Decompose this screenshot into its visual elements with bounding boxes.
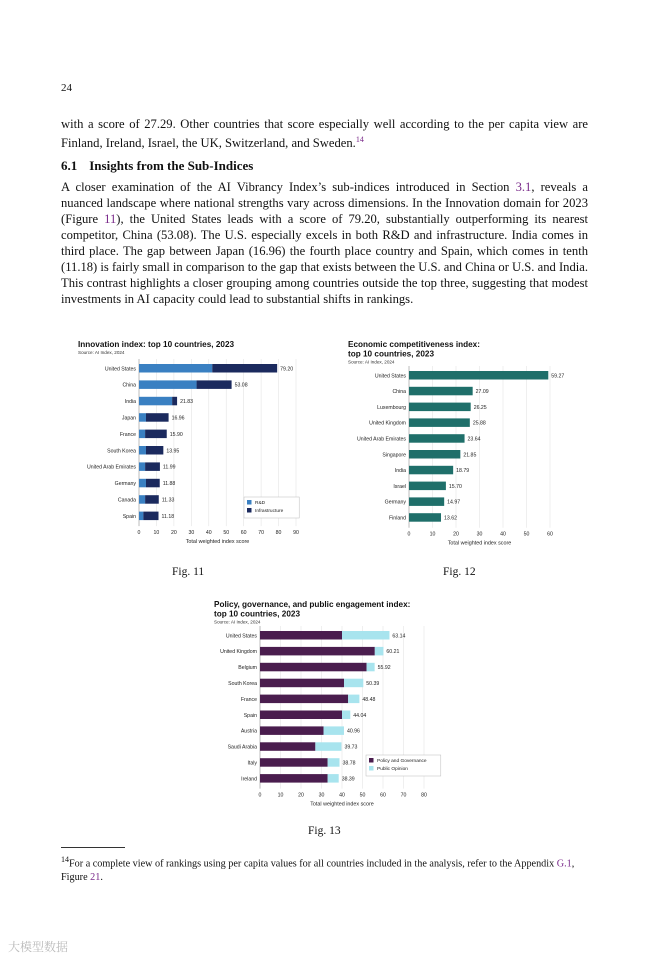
footnote-rule	[61, 847, 125, 848]
bar-china-r-d	[139, 380, 197, 389]
figure-13-caption: Fig. 13	[308, 825, 341, 837]
category-label-germany: Germany	[384, 499, 406, 506]
policy-governance-chart	[212, 598, 442, 810]
economic-competitiveness-chart	[346, 338, 576, 558]
category-label-south-korea: South Korea	[107, 448, 136, 455]
bar-luxembourg	[409, 403, 471, 412]
x-tick-label: 20	[298, 792, 304, 799]
bar-ireland-public-opinion	[328, 774, 339, 783]
bar-italy-policy-and-governance	[260, 758, 328, 767]
bar-singapore	[409, 450, 460, 459]
x-tick-label: 70	[400, 792, 407, 799]
bar-china	[409, 387, 473, 396]
category-label-united-states: United States	[225, 633, 257, 640]
category-label-china: China	[392, 389, 406, 396]
data-label-singapore: 21.85	[463, 452, 477, 459]
category-label-spain: Spain	[122, 513, 136, 520]
bar-south-korea-r-d	[139, 446, 146, 455]
bar-india-infrastructure	[172, 397, 177, 406]
category-label-germany: Germany	[114, 481, 136, 488]
chart-title: top 10 countries, 2023	[214, 609, 301, 619]
x-tick-label: 10	[277, 792, 284, 799]
x-tick-label: 0	[137, 530, 141, 537]
chart-title: Policy, governance, and public engagement index:	[214, 600, 411, 609]
data-label-united-states: 63.14	[392, 633, 406, 640]
x-tick-label: 50	[223, 530, 230, 537]
data-label-united-kingdom: 60.21	[386, 649, 400, 656]
data-label-united-arab-emirates: 23.64	[467, 436, 481, 443]
x-tick-label: 0	[407, 531, 411, 538]
chart-source: Source: AI Index, 2024	[78, 350, 125, 355]
paragraph-intro: with a score of 27.29. Other countries that score especially well according to the per capita view are Finland, Ireland, Israel, the UK, Switzerland, and Sweden.$^{14}$	[61, 117, 588, 151]
bar-china-infrastructure	[197, 380, 232, 389]
bar-united-states	[409, 371, 548, 380]
data-label-saudi-arabia: 39.73	[344, 744, 358, 751]
section-heading: 6.1 Insights from the Sub-Indices	[61, 158, 254, 173]
category-label-ireland: Ireland	[241, 776, 257, 783]
data-label-france: 15.90	[169, 431, 183, 438]
bar-south-korea-infrastructure	[146, 446, 163, 455]
category-label-india: India	[124, 399, 136, 406]
bar-france-r-d	[139, 430, 145, 439]
category-label-finland: Finland	[388, 515, 406, 522]
category-label-belgium: Belgium	[238, 665, 257, 672]
x-tick-label: 30	[318, 792, 325, 799]
data-label-spain: 11.18	[161, 513, 175, 520]
category-label-united-arab-emirates: United Arab Emirates	[356, 436, 406, 443]
bar-france-policy-and-governance	[260, 695, 348, 704]
data-label-austria: 40.96	[346, 728, 360, 735]
data-label-france: 48.48	[362, 696, 376, 703]
data-label-spain: 44.04	[353, 712, 367, 719]
bar-spain-public-opinion	[342, 711, 350, 720]
x-tick-label: 40	[500, 531, 506, 538]
bar-united-states-r-d	[139, 364, 212, 373]
legend-label-infrastructure: Infrastructure	[255, 509, 284, 515]
x-tick-label: 10	[153, 530, 160, 537]
data-label-south-korea: 13.95	[166, 448, 180, 455]
category-label-united-states: United States	[104, 366, 136, 373]
bar-spain-infrastructure	[143, 512, 158, 520]
category-label-china: China	[122, 382, 136, 389]
x-axis-label: Total weighted index score	[310, 801, 374, 808]
bar-japan-infrastructure	[146, 413, 169, 422]
x-tick-label: 50	[359, 792, 366, 799]
data-label-israel: 15.70	[448, 483, 462, 490]
legend-label-public-opinion: Public Opinion	[377, 767, 408, 773]
x-tick-label: 80	[275, 530, 282, 537]
category-label-canada: Canada	[117, 497, 136, 504]
bar-belgium-public-opinion	[367, 663, 375, 672]
x-tick-label: 40	[339, 792, 345, 799]
data-label-germany: 14.97	[447, 499, 461, 506]
bar-united-arab-emirates-infrastructure	[145, 462, 160, 471]
bar-finland	[409, 513, 441, 522]
x-tick-label: 60	[547, 531, 553, 538]
bar-united-arab-emirates	[409, 434, 465, 443]
x-tick-label: 70	[258, 530, 265, 537]
category-label-united-kingdom: United Kingdom	[220, 649, 257, 656]
chart-title: top 10 countries, 2023	[348, 349, 435, 359]
category-label-israel: Israel	[393, 483, 406, 490]
data-label-finland: 13.62	[444, 515, 457, 522]
bar-spain-policy-and-governance	[260, 711, 342, 720]
legend-label-r-d: R&D	[255, 501, 266, 507]
paragraph-sub-indices: A closer examination of the AI Vibrancy Index’s sub-indices introduced in Section 3.1, reveals a nuanced landscape where national strengths vary across dimensions. In the Innovation domain for 2023 (Figure 11), the United States leads with a score of 79.20, substantially outperforming its nearest competitor, China (53.08). The U.S. especially excels in both R&D and infrastructure. India comes in third place. The gap between Japan (16.96) the fourth place country and Spain, which comes in tenth (11.18) is fairly small in comparison to the gap that exists between the U.S. and China or U.S. and India. This contrast highlights a closer grouping among countries outside the top three, suggesting that modest investments in AI capacity could lead to substantial shifts in rankings.	[61, 180, 588, 306]
legend-box	[244, 497, 299, 518]
footnote-ref-14[interactable]: 14	[355, 135, 364, 144]
bar-israel	[409, 482, 446, 491]
data-label-germany: 11.88	[162, 481, 176, 488]
x-tick-label: 60	[240, 530, 247, 537]
x-tick-label: 10	[429, 531, 436, 538]
bar-germany-infrastructure	[146, 479, 160, 488]
data-label-china: 53.08	[234, 382, 248, 389]
bar-germany	[409, 497, 444, 506]
x-tick-label: 20	[170, 530, 177, 537]
data-label-canada: 11.33	[161, 497, 175, 504]
bar-united-kingdom	[409, 418, 470, 427]
figure-link[interactable]: 11	[104, 212, 117, 226]
bar-belgium-policy-and-governance	[260, 663, 367, 672]
figure-11-caption: Fig. 11	[172, 566, 205, 578]
category-label-united-states: United States	[374, 373, 406, 380]
bar-south-korea-policy-and-governance	[260, 679, 344, 688]
bar-france-infrastructure	[145, 430, 167, 439]
legend-swatch-policy-and-governance	[369, 758, 374, 763]
x-axis-label: Total weighted index score	[185, 539, 250, 546]
x-tick-label: 60	[380, 792, 386, 799]
chart-source: Source: AI Index, 2024	[214, 619, 261, 625]
bar-united-states-policy-and-governance	[260, 631, 342, 640]
bar-south-korea-public-opinion	[344, 679, 363, 688]
bar-united-states-public-opinion	[342, 631, 389, 640]
category-label-italy: Italy	[247, 760, 257, 767]
x-tick-label: 30	[476, 531, 483, 538]
category-label-saudi-arabia: Saudi Arabia	[227, 744, 257, 751]
bar-austria-policy-and-governance	[260, 726, 324, 735]
legend-swatch-infrastructure	[247, 508, 252, 513]
category-label-india: India	[394, 468, 406, 475]
bar-japan-r-d	[139, 413, 146, 422]
bar-united-kingdom-policy-and-governance	[260, 647, 375, 656]
bar-spain-r-d	[139, 512, 143, 520]
bar-germany-r-d	[139, 479, 146, 488]
x-tick-label: 80	[421, 792, 427, 799]
category-label-spain: Spain	[243, 712, 257, 719]
appendix-link[interactable]: G.1	[556, 858, 572, 870]
data-label-united-states: 79.20	[280, 366, 294, 373]
data-label-south-korea: 50.39	[366, 680, 380, 687]
category-label-luxembourg: Luxembourg	[377, 404, 406, 411]
bar-united-states-infrastructure	[212, 364, 277, 373]
data-label-italy: 38.78	[342, 760, 356, 767]
bar-united-arab-emirates-r-d	[139, 462, 145, 471]
category-label-france: France	[240, 696, 257, 703]
bar-saudi-arabia-policy-and-governance	[260, 742, 315, 751]
data-label-india: 21.83	[180, 399, 194, 406]
bar-saudi-arabia-public-opinion	[315, 742, 341, 751]
figure-12-caption: Fig. 12	[443, 566, 476, 578]
x-axis-label: Total weighted index score	[447, 540, 512, 547]
footnote-14: $^{14}$For a complete view of rankings using per capita values for all countries included in the analysis, refer to the Appendix G.1, Figure 21.	[61, 855, 575, 884]
category-label-austria: Austria	[240, 728, 257, 735]
bar-france-public-opinion	[348, 695, 359, 704]
bar-canada-infrastructure	[145, 495, 159, 504]
chart-title: Economic competitiveness index:	[348, 340, 480, 349]
x-tick-label: 20	[453, 531, 459, 538]
innovation-index-chart	[76, 338, 306, 558]
data-label-japan: 16.96	[171, 415, 185, 422]
chart-title: Innovation index: top 10 countries, 2023	[78, 340, 235, 349]
bar-india	[409, 466, 453, 475]
bar-austria-public-opinion	[324, 726, 344, 735]
x-tick-label: 50	[523, 531, 530, 538]
x-tick-label: 30	[188, 530, 195, 537]
bar-ireland-policy-and-governance	[260, 774, 328, 783]
category-label-singapore: Singapore	[382, 452, 406, 459]
category-label-france: France	[119, 431, 136, 438]
page-number: 24	[61, 82, 72, 94]
x-tick-label: 90	[293, 530, 299, 537]
figure-21-link[interactable]: 21	[90, 872, 101, 884]
legend-swatch-public-opinion	[369, 766, 374, 771]
chart-source: Source: AI Index, 2024	[348, 359, 395, 365]
bar-united-kingdom-public-opinion	[375, 647, 384, 656]
data-label-ireland: 38.39	[341, 776, 355, 783]
section-link[interactable]: 3.1	[515, 180, 532, 194]
bar-india-r-d	[139, 397, 172, 406]
data-label-united-states: 59.27	[551, 373, 565, 380]
legend-swatch-r-d	[247, 500, 252, 505]
legend-box	[366, 755, 441, 776]
category-label-south-korea: South Korea	[228, 680, 257, 687]
x-tick-label: 0	[258, 792, 262, 799]
category-label-japan: Japan	[121, 415, 136, 422]
watermark: 大模型数据	[8, 940, 69, 954]
data-label-india: 18.79	[456, 468, 470, 475]
data-label-china: 27.09	[475, 389, 489, 396]
category-label-united-kingdom: United Kingdom	[369, 420, 406, 427]
category-label-united-arab-emirates: United Arab Emirates	[86, 464, 136, 471]
x-tick-label: 40	[205, 530, 212, 537]
bar-italy-public-opinion	[328, 758, 340, 767]
data-label-united-arab-emirates: 11.99	[162, 464, 176, 471]
legend-label-policy-and-governance: Policy and Governance	[377, 759, 427, 765]
bar-canada-r-d	[139, 495, 145, 504]
data-label-luxembourg: 26.25	[473, 404, 487, 411]
data-label-united-kingdom: 25.88	[472, 420, 486, 427]
data-label-belgium: 55.92	[377, 665, 391, 672]
